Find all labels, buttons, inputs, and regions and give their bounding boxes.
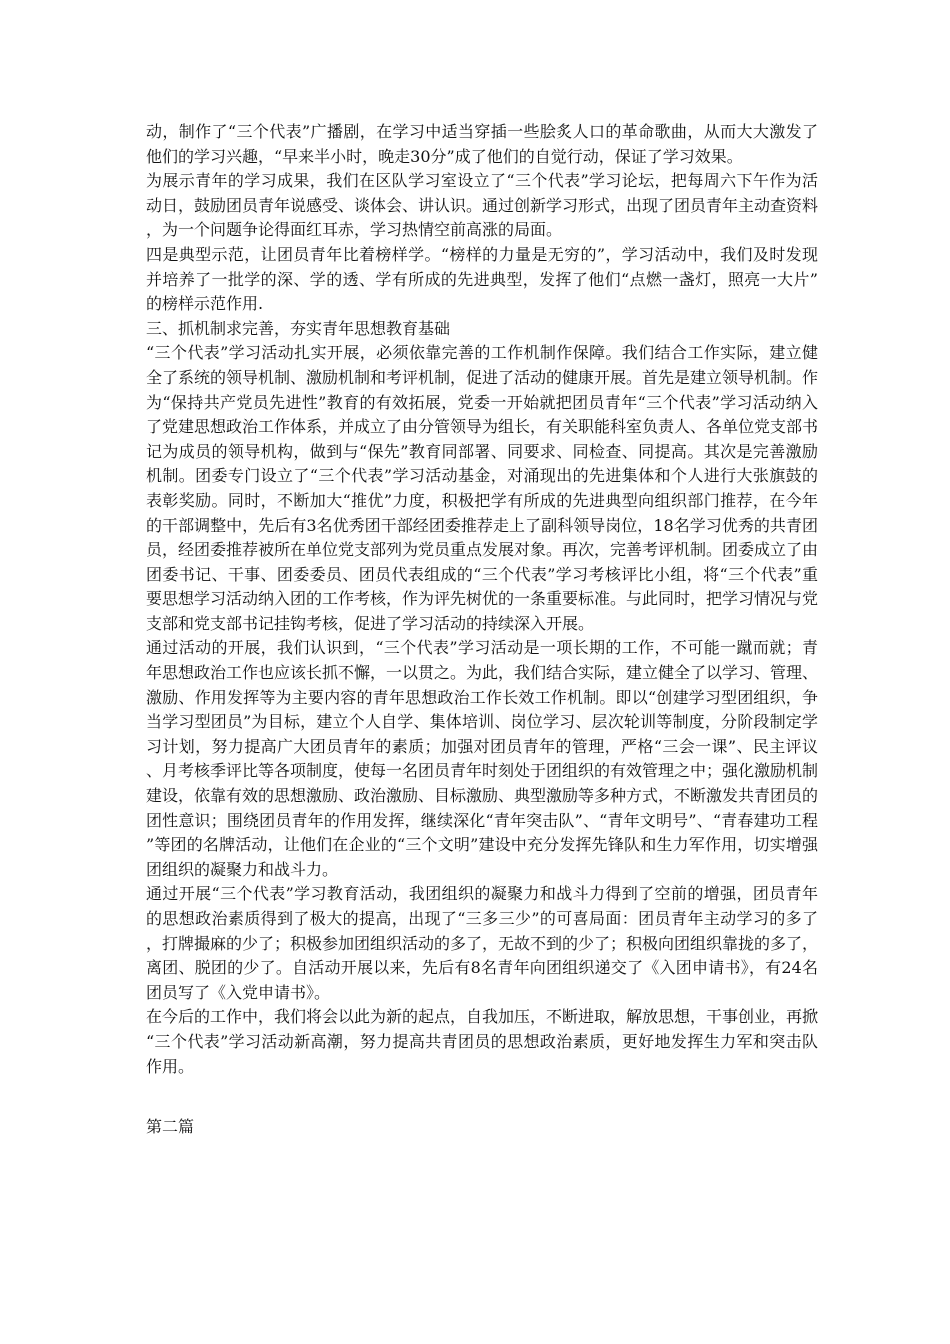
next-section-title: 第二篇 <box>146 1117 195 1137</box>
paragraph-2: 为展示青年的学习成果，我们在区队学习室设立了“三个代表”学习论坛，把每周六下午作为活动日，鼓励团员青年说感受、谈体会、讲认识。通过创新学习形式，出现了团员青年主动查资料，为一个问题争论得面红耳赤，学习热情空前高涨的局面。 <box>146 171 819 240</box>
paragraph-4: “三个代表”学习活动扎实开展，必须依靠完善的工作机制作保障。我们结合工作实际，建立健全了系统的领导机制、激励机制和考评机制，促进了活动的健康开展。首先是建立领导机制。作为“保持共产党员先进性”教育的有效拓展，党委一开始就把团员青年“三个代表”学习活动纳入了党建思想政治工作体系，并成立了由分管领导为组长，有关职能科室负责人、各单位党支部书记为成员的领导机构，做到与“保先”教育同部署、同要求、同检查、同提高。其次是完善激励机制。团委专门设立了“三个代表”学习活动基金，对涌现出的先进集体和个人进行大张旗鼓的表彰奖励。同时，不断加大“推优”力度，积极把学有所成的先进典型向组织部门推荐，在今年的干部调整中，先后有3名优秀团干部经团委推荐走上了副科领导岗位，18名学习优秀的共青团员，经团委推荐被所在单位党支部列为党员重点发展对象。再次，完善考评机制。团委成立了由团委书记、干事、团委委员、团员代表组成的“三个代表”学习考核评比小组，将“三个代表”重要思想学习活动纳入团的工作考核，作为评先树优的一条重要标准。与此同时，把学习情况与党支部和党支部书记挂钩考核，促进了学习活动的持续深入开展。 <box>146 343 819 633</box>
section-heading-3: 三、抓机制求完善，夯实青年思想教育基础 <box>146 318 451 338</box>
paragraph-6: 通过开展“三个代表”学习教育活动，我团组织的凝聚力和战斗力得到了空前的增强，团员青年的思想政治素质得到了极大的提高，出现了“三多三少”的可喜局面：团员青年主动学习的多了，打牌撮麻的少了；积极参加团组织活动的多了，无故不到的少了；积极向团组织靠拢的多了，离团、脱团的少了。自活动开展以来，先后有8名青年向团组织递交了《入团申请书》，有24名团员写了《入党申请书》。 <box>146 884 819 1002</box>
document-body <box>146 120 818 1140</box>
paragraph-1: 动，制作了“三个代表”广播剧，在学习中适当穿插一些脍炙人口的革命歌曲，从而大大激发了他们的学习兴趣，“早来半小时，晚走30分”成了他们的自觉行动，保证了学习效果。 <box>146 122 818 166</box>
paragraph-7: 在今后的工作中，我们将会以此为新的起点，自我加压，不断进取，解放思想，干事创业，再掀“三个代表”学习活动新高潮，努力提高共青团员的思想政治素质，更好地发挥生力军和突击队作用。 <box>146 1007 819 1076</box>
section-gap <box>146 1079 818 1115</box>
paragraph-5: 通过活动的开展，我们认识到，“三个代表”学习活动是一项长期的工作，不可能一蹴而就；青年思想政治工作也应该长抓不懈，一以贯之。为此，我们结合实际，建立健全了以学习、管理、激励、作用发挥等为主要内容的青年思想政治工作长效工作机制。即以“创建学习型团组织，争当学习型团员”为目标，建立个人自学、集体培训、岗位学习、层次轮训等制度，分阶段制定学习计划，努力提高广大团员青年的素质；加强对团员青年的管理，严格“三会一课”、民主评议、月考核季评比等各项制度，使每一名团员青年时刻处于团组织的有效管理之中；强化激励机制建设，依靠有效的思想激励、政治激励、目标激励、典型激励等多种方式，不断激发共青团员的团性意识；围绕团员青年的作用发挥，继续深化“青年突击队”、“青年文明号”、“青春建功工程”等团的名牌活动，让他们在企业的“三个文明”建设中充分发挥先锋队和生力军作用，切实增强团组织的凝聚力和战斗力。 <box>146 638 819 879</box>
paragraph-3: 四是典型示范，让团员青年比着榜样学。“榜样的力量是无穷的”，学习活动中，我们及时发现并培养了一批学的深、学的透、学有所成的先进典型，发挥了他们“点燃一盏灯，照亮一大片”的榜样示范作用. <box>146 244 818 314</box>
